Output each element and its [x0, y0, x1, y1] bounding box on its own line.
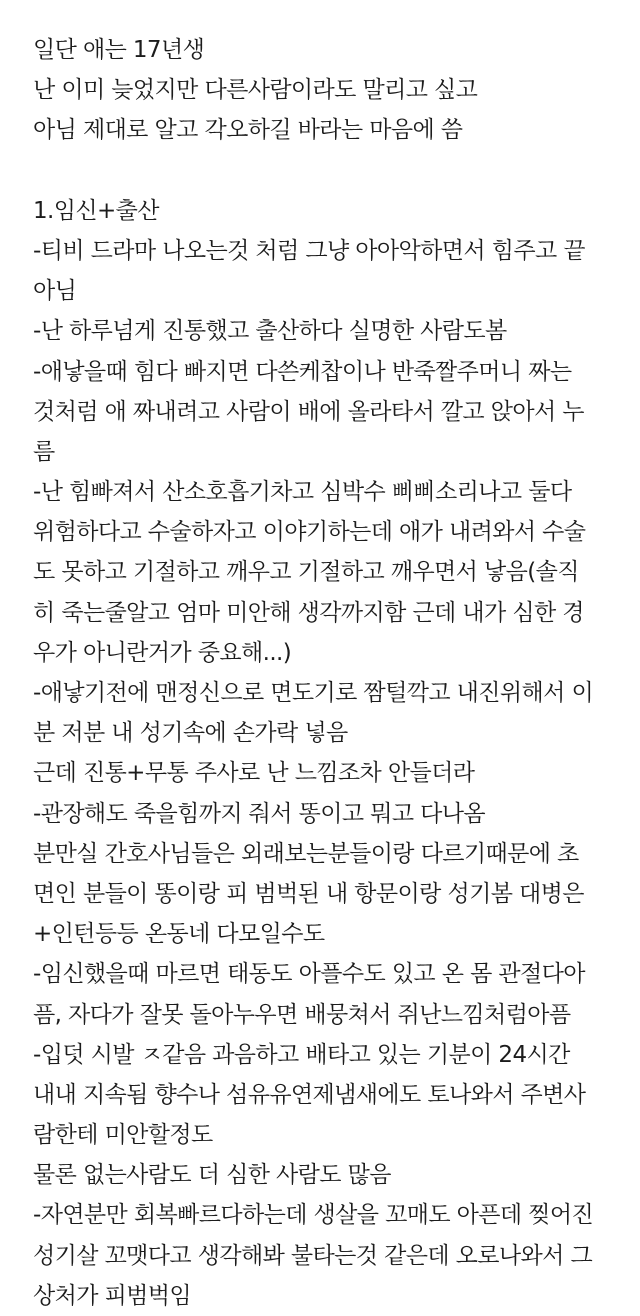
text-line: -자연분만 회복빠르다하는데 생살을 꼬매도 아픈데 찢어진 — [33, 1202, 594, 1229]
text-line: 난 이미 늦었지만 다른사람이라도 말리고 싶고 — [33, 77, 478, 104]
text-line: +인턴등등 온동네 다모일수도 — [33, 921, 325, 948]
text-line: 1.임신+출산 — [33, 197, 159, 224]
text-line: -입덧 시발 ㅈ같음 과음하고 배타고 있는 기분이 24시간 — [33, 1041, 570, 1068]
text-line: 도 못하고 기절하고 깨우고 기절하고 깨우면서 낳음(솔직 — [33, 559, 579, 586]
text-line: 히 죽는줄알고 엄마 미안해 생각까지함 근데 내가 심한 경 — [33, 599, 584, 626]
text-line: -티비 드라마 나오는것 처럼 그냥 아아악하면서 힘주고 끝 — [33, 237, 585, 264]
text-line: -임신했을때 마르면 태동도 아플수도 있고 온 몸 관절다아 — [33, 961, 585, 988]
text-line: 아님 — [33, 278, 77, 305]
text-line: 분만실 간호사님들은 외래보는분들이랑 다르기때문에 초 — [33, 840, 579, 867]
text-line: 성기살 꼬맷다고 생각해봐 불타는것 같은데 오로나와서 그 — [33, 1242, 593, 1269]
text-line: -애낳을때 힘다 빠지면 다쓴케찹이나 반죽짤주머니 짜는 — [33, 358, 572, 385]
text-line: 름 — [33, 438, 55, 465]
text-line: 것처럼 애 짜내려고 사람이 배에 올라타서 깔고 앉아서 누 — [33, 398, 584, 425]
text-line: -난 힘빠져서 산소호흡기차고 심박수 삐삐소리나고 둘다 — [33, 479, 572, 506]
text-line: 상처가 피범벅임 — [33, 1282, 192, 1309]
text-line: 근데 진통+무통 주사로 난 느낌조차 안들더라 — [33, 760, 475, 787]
text-line: -난 하루넘게 진통했고 출산하다 실명한 사람도봄 — [33, 318, 507, 345]
blank-line — [33, 151, 640, 191]
text-line: 내내 지속됨 향수나 섬유유연제냄새에도 토나와서 주변사 — [33, 1081, 586, 1108]
text-line: 우가 아니란거가 중요해...) — [33, 639, 292, 666]
text-line: 픔, 자다가 잘못 돌아누우면 배뭉쳐서 쥐난느낌처럼아픔 — [33, 1001, 571, 1028]
text-line: 분 저분 내 성기속에 손가락 넣음 — [33, 720, 348, 747]
text-line: 면인 분들이 똥이랑 피 범벅된 내 항문이랑 성기봄 대병은 — [33, 880, 584, 907]
text-line: 람한테 미안할정도 — [33, 1122, 213, 1149]
text-line: 물론 없는사람도 더 심한 사람도 많음 — [33, 1162, 391, 1189]
text-line: 위험하다고 수술하자고 이야기하는데 애가 내려와서 수술 — [33, 519, 586, 546]
text-line: 아님 제대로 알고 각오하길 바라는 마음에 씀 — [33, 117, 463, 144]
text-line: 일단 애는 17년생 — [33, 37, 205, 63]
text-line: -애낳기전에 맨정신으로 면도기로 짬털깍고 내진위해서 이 — [33, 680, 594, 706]
text-line: -관장해도 죽을힘까지 줘서 똥이고 뭐고 다나옴 — [33, 800, 485, 827]
